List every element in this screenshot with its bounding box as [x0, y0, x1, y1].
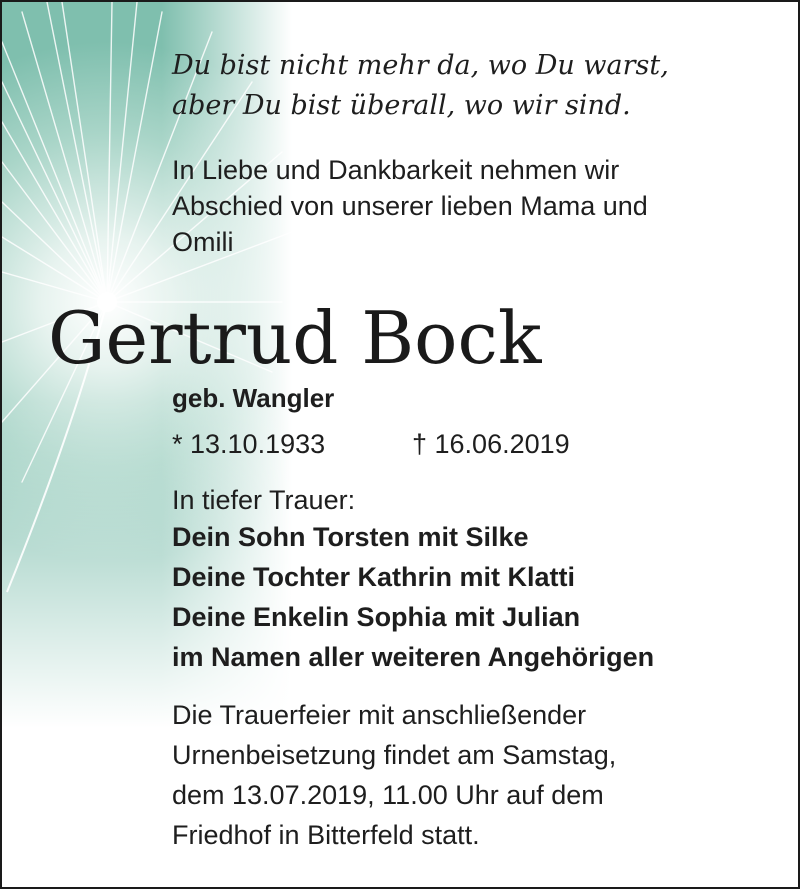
- life-dates: [172, 424, 570, 464]
- service-line: Die Trauerfeier mit anschließender: [172, 700, 587, 730]
- maiden-name: geb. Wangler: [172, 383, 335, 413]
- mourning-label: In tiefer Trauer:: [172, 485, 356, 515]
- service-line: dem 13.07.2019, 11.00 Uhr auf dem: [172, 780, 604, 810]
- birth-date: * 13.10.1933: [172, 429, 326, 459]
- mourner-line: Deine Enkelin Sophia mit Julian: [172, 602, 581, 632]
- service-line: Friedhof in Bitterfeld statt.: [172, 820, 480, 850]
- intro-line: Abschied von unserer lieben Mama und: [172, 191, 648, 221]
- funeral-service-info: [172, 695, 616, 855]
- memorial-quote: [172, 46, 669, 126]
- death-date: † 16.06.2019: [412, 429, 570, 459]
- mourner-line: Deine Tochter Kathrin mit Klatti: [172, 562, 576, 592]
- mourners-list: [172, 517, 654, 677]
- quote-line: aber Du bist überall, wo wir sind.: [172, 90, 631, 121]
- intro-text: [172, 152, 648, 260]
- deceased-name: Gertrud Bock: [48, 296, 542, 380]
- intro-line: In Liebe und Dankbarkeit nehmen wir: [172, 155, 620, 185]
- mourner-line: im Namen aller weiteren Angehörigen: [172, 642, 655, 672]
- service-line: Urnenbeisetzung findet am Samstag,: [172, 740, 617, 770]
- mourner-line: Dein Sohn Torsten mit Silke: [172, 522, 529, 552]
- intro-line: Omili: [172, 227, 234, 257]
- quote-line: Du bist nicht mehr da, wo Du warst,: [172, 50, 669, 81]
